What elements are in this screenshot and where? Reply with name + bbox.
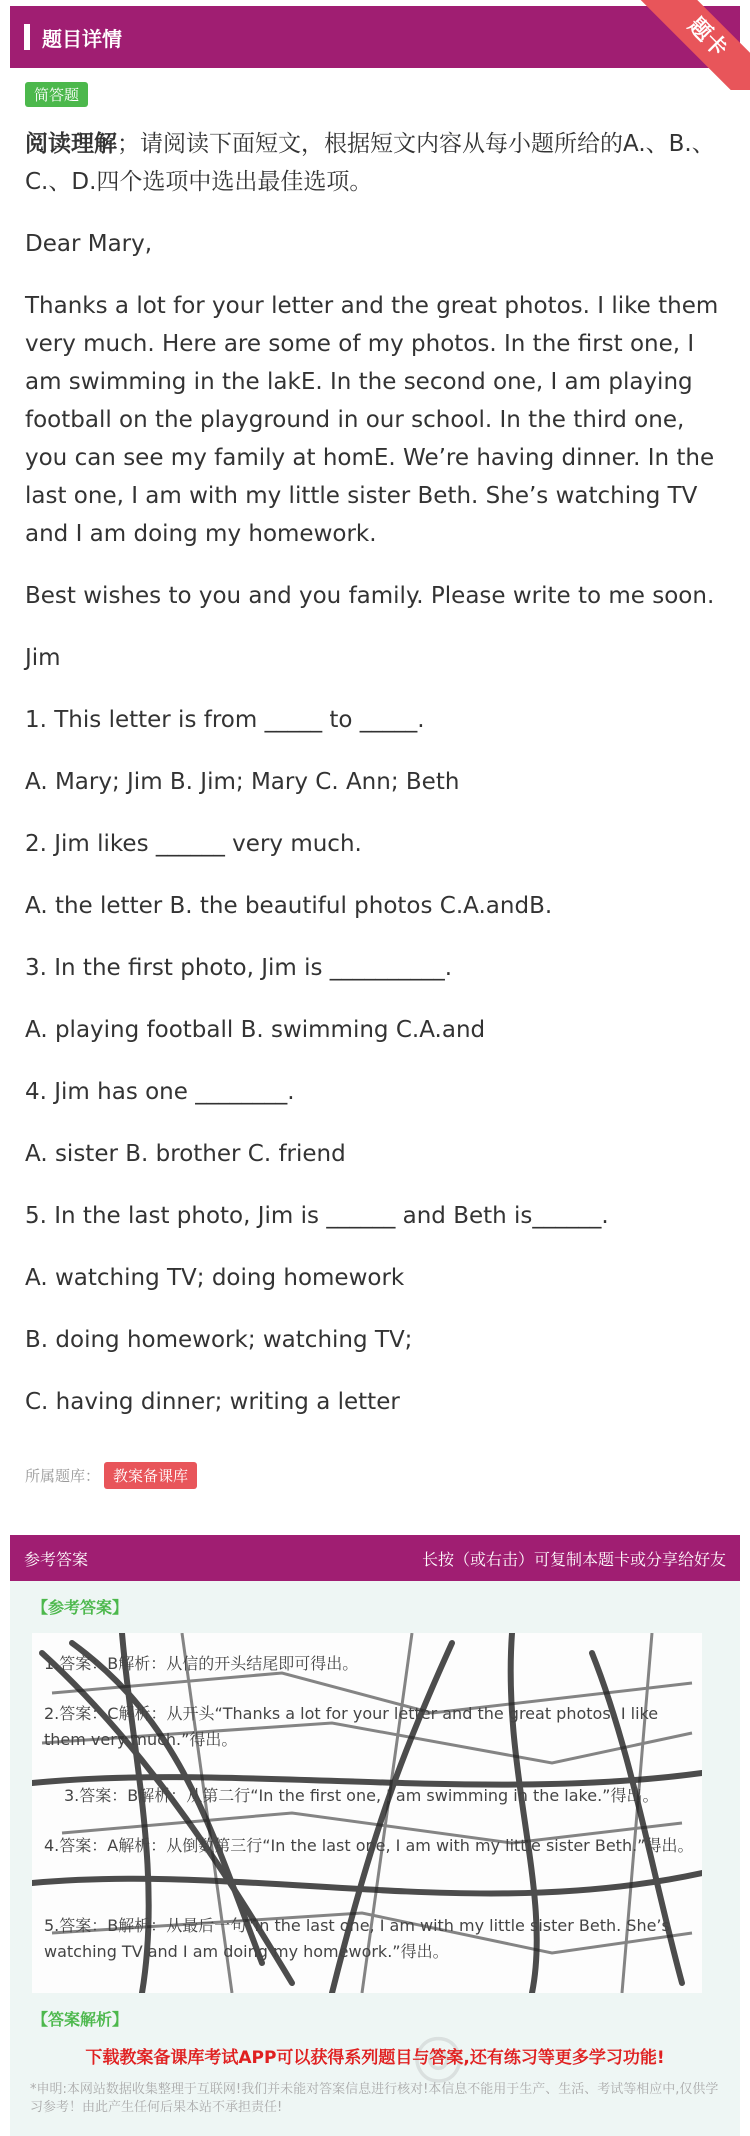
- question-options: A. sister B. brother C. friend: [25, 1141, 346, 1167]
- page-header: [10, 6, 740, 68]
- answer-panel: [10, 1581, 740, 2136]
- paragraph: Best wishes to you and you family. Please write to me soon.: [25, 583, 715, 609]
- question-options: A. playing football B. swimming C.A.and: [25, 1017, 486, 1043]
- question-options: C. having dinner; writing a letter: [25, 1389, 400, 1415]
- disclaimer: *申明:本网站数据收集整理于互联网!我们并未能对答案信息进行核对!本信息不能用于生产、生活、考试等相应中,仅供学习参考！由此产生任何后果本站不承担责任!: [30, 2082, 719, 2115]
- paragraph: Dear Mary,: [25, 231, 153, 257]
- watermark: ◎: [396, 2012, 477, 2100]
- answer-line: 1.答案：B解析：从信的开头结尾即可得出。: [44, 1654, 359, 1673]
- answer-line: 3.答案：B解析：从第二行“In the first one, I am swimming in the lake.”得出。: [64, 1786, 659, 1805]
- question-options: A. the letter B. the beautiful photos C.A.andB.: [25, 893, 553, 919]
- answer-header: [10, 1535, 740, 1581]
- corner-ribbon[interactable]: [640, 0, 750, 90]
- download-promo[interactable]: 下载教案备课库考试APP可以获得系列题目与答案,还有练习等更多学习功能!: [85, 2048, 665, 2068]
- answer-box: [32, 1633, 702, 1993]
- answer-line: 4.答案：A解析：从倒数第三行“In the last one, I am with my little sister Beth.”得出。: [44, 1836, 694, 1855]
- question-options: B. doing homework; watching TV;: [25, 1327, 413, 1353]
- answer-header-title: 参考答案: [24, 1549, 89, 1569]
- answer-label: 【参考答案】: [32, 1598, 129, 1617]
- lead-bold-label: 阅读理解: [25, 131, 117, 157]
- question-item: 5. In the last photo, Jim is ______ and Beth is______.: [25, 1203, 609, 1229]
- analysis-label: 【答案解析】: [32, 2010, 129, 2029]
- question-options: A. watching TV; doing homework: [25, 1265, 405, 1291]
- question-type-tag: 简答题: [25, 82, 88, 107]
- question-lead: [25, 125, 725, 201]
- paragraph: Thanks a lot for your letter and the great photos. I like them very much. Here are some of my photos. In the first one, I am swimming in the lakE. In the second one, I am playing football on the playground in our school. In the third one, you can see my family at homE. We’re having dinner. In the last one, I am with my little sister Beth. She’s watching TV and I am doing my homework.: [25, 293, 719, 547]
- lead-text: ；请阅读下面短文，根据短文内容从每小题所给的A.、B.、C.、D.四个选项中选出最佳选项。: [25, 131, 715, 195]
- question-item: 3. In the first photo, Jim is __________.: [25, 955, 453, 981]
- corner-badge-label: 题卡: [640, 0, 750, 90]
- page-title: 题目详情: [42, 26, 122, 51]
- source-label: 所属题库：: [25, 1467, 101, 1485]
- question-options: A. Mary; Jim B. Jim; Mary C. Ann; Beth: [25, 769, 460, 795]
- answer-line: 2.答案：C解析：从开头“Thanks a lot for your letter and the great photos. I like them very much.”得出。: [44, 1704, 659, 1749]
- answer-line: 5.答案：B解析：从最后一句“In the last one, I am with my little sister Beth. She’s watching TV and I am doing my homework.”得出。: [44, 1916, 670, 1961]
- source-bank-tag[interactable]: 教案备课库: [104, 1462, 197, 1489]
- paragraph: Jim: [25, 645, 61, 671]
- question-item: 4. Jim has one ________.: [25, 1079, 295, 1105]
- question-item: 1. This letter is from _____ to _____.: [25, 707, 425, 733]
- share-hint: 长按（或右击）可复制本题卡或分享给好友: [421, 1549, 726, 1569]
- source-row: [25, 1462, 197, 1489]
- question-item: 2. Jim likes ______ very much.: [25, 831, 362, 857]
- question-content: [25, 125, 725, 1445]
- header-accent-bar: [24, 24, 30, 50]
